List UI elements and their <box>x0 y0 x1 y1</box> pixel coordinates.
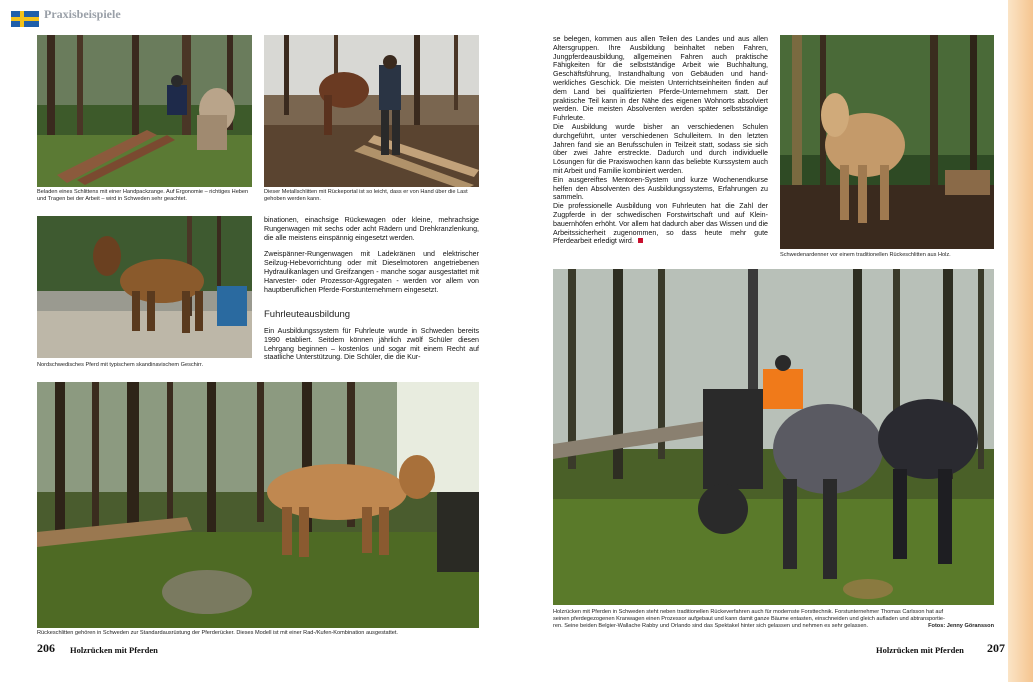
right-paragraph-2: Die Ausbildung wurde bisher an verschiedenen Schulen durchgeführt, unter verschiedenen Schulleitern. In den letzten Jahren fand sie an Berufsschulen in Teilzeit statt, sodass sie sich über zwei Jahre erstreckte. Dadurch und durch individuelle Lösungen für die Praxiswochen kann das beliebte Kurssystem auch mit Arbeit und Familie kombiniert werden. <box>553 122 768 175</box>
photo-horse-drawn-processor <box>553 269 994 605</box>
caption-ardennes-horse: Schwedenardenner vor einem traditionellen Rückeschlitten aus Holz. <box>780 252 951 258</box>
left-paragraph-1: binationen, einachsige Rückewagen oder kleine, mehrachsige Rungenwagen mit sechs oder acht Rädern und Drehkranzlenkung, die alle meistens einspännig eingesetzt werden. <box>264 216 479 242</box>
left-paragraph-2: Zweispänner-Rungenwagen mit Ladekränen und elektrischer Seilzug-Hebevorrichtung oder mit Dieselmotoren angetriebenen Hydraulikanlagen und Greifzangen - manche sogar ausgestattet mit Harvester- oder Prozessor-Aggregaten - werden vor allem von hauptberuflichen Pferde-Forstunternehmern eingesetzt. <box>264 250 479 294</box>
photo-metal-sled <box>264 35 479 187</box>
right-text-column <box>553 35 768 246</box>
right-page-number: 207 <box>987 641 1005 655</box>
left-running-title: Holzrücken mit Pferden <box>70 645 158 655</box>
right-paragraph-3: Ein ausgereiftes Mentoren-System und kurze Wochenendkurse helfen den Absolventen des Ausbildungssystems, Erfahrungen zu sammeln. <box>553 175 768 202</box>
photo-northern-horse <box>37 216 252 358</box>
caption-metal-sled: Dieser Metallschlitten mit Rückeportal ist so leicht, dass er von Hand über die Last gehoben werden kann. <box>264 189 468 202</box>
photo-sled-loading <box>37 35 252 187</box>
right-paragraph-1: se belegen, kommen aus allen Teilen des Landes und aus allen Altersgruppen. Ihre Ausbildung beinhaltet neben Fahren, Jungpferdeausbildung, allgemeinen Fahren auch praktische Fähigkeiten für die selbstständige Arbeit wie Buchhaltung, Geschäftsführung, Instandhaltung von Gebäuden und handwerkliches Geschick. Die meisten Unterrichtseinheiten finden auf dem Land bei qualifizierten Pferde-Unternehmern statt. Der praktische Teil kann in der Nähe des eigenen Wohnorts absolviert werden. Die meisten Absolventen werden später selbstständige Fuhrleute. <box>553 35 768 123</box>
caption-processor-line-3: ren. Seine beiden Belgier-Wallache Rabby und Orlando sind das Spektakel hinter sich gelassen und nehmen es sehr gelassen. Fotos: Jenny Göransson <box>553 623 994 629</box>
left-paragraph-3: Ein Ausbildungssystem für Fuhrleute wurde in Schweden bereits 1990 etabliert. Seitdem können jährlich zwölf Schüler diesen Lehrgang beginnen – kostenlos und sogar mit einem Recht auf staatliche Unterstützung. Die Schüler, die die Kur- <box>264 327 479 362</box>
right-paragraph-4: Die professionelle Ausbildung von Fuhrleuten hat die Zahl der Zugpferde in der schwedischen Forstwirtschaft und auf Kleinbauernhöfen erhöht. Vor allem hat dadurch aber das Wissen und die Arbeitssicherheit zugenommen, so dass heute mehr gute Pferdearbeit erledigt wird. <box>553 202 768 246</box>
caption-skidding-sled: Rückeschlitten gehören in Schweden zur Standardausrüstung der Pferderücker. Dieses Modell ist mit einer Rad-/Kufen-Kombination ausgestattet. <box>37 630 398 636</box>
left-text-column <box>264 216 479 294</box>
left-page-number: 206 <box>37 641 55 655</box>
caption-northern-horse: Nordschwedisches Pferd mit typischem skandinavischem Geschirr. <box>37 362 204 368</box>
photo-credit: Fotos: Jenny Göransson <box>928 623 994 629</box>
caption-processor-line-2: seinen pferdegezogenen Kranwagen einen Prozessor aufgebaut und kann damit ganze Bäume entasten, einschneiden und gleich aufladen und abtransportie- <box>553 616 945 622</box>
caption-sled-loading: Beladen eines Schlittens mit einer Handpackzange. Auf Ergonomie – richtiges Heben und Tragen bei der Arbeit – wird in Schweden sehr geachtet. <box>37 189 249 202</box>
photo-ardennes-horse <box>780 35 994 249</box>
end-of-article-mark <box>638 238 643 243</box>
section-title: Praxisbeispiele <box>44 7 121 21</box>
photo-skidding-sled <box>37 382 479 628</box>
caption-processor-line-1: Holzrücken mit Pferden in Schweden steht neben traditionellen Rückeverfahren auch für modernste Forsttechnik. Forstunternehmer Thomas Carlsson hat auf <box>553 609 944 615</box>
section-heading: Fuhrleuteausbildung <box>264 309 351 320</box>
right-running-title: Holzrücken mit Pferden <box>876 645 964 655</box>
right-edge-tab <box>1008 0 1033 682</box>
swedish-flag-icon <box>11 11 39 27</box>
